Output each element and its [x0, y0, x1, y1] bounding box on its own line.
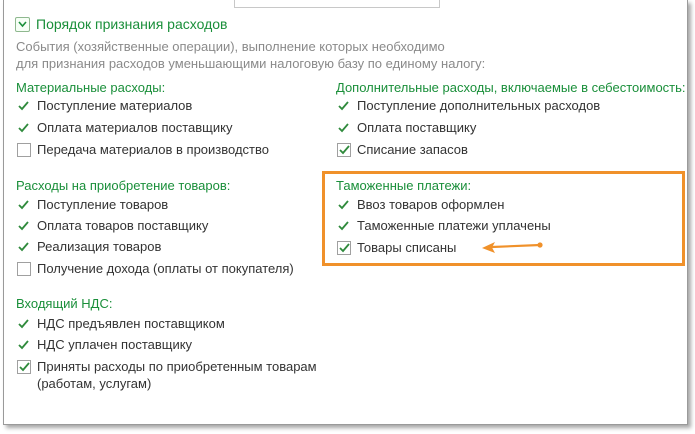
checkmark-icon: [17, 99, 30, 112]
option-label: Реализация товаров: [37, 239, 162, 254]
section-hint-line2: для признания расходов уменьшающими налоговую базу по единому налогу:: [16, 56, 486, 71]
checkbox-checked[interactable]: [337, 143, 351, 157]
top-input-edge: [234, 0, 440, 8]
option-label: Оплата поставщику: [357, 120, 477, 135]
option-label: Передача материалов в производство: [37, 142, 269, 157]
option-label: Таможенные платежи уплачены: [357, 218, 551, 233]
checkmark-icon: [17, 121, 30, 134]
checkbox-empty[interactable]: [17, 262, 31, 276]
checkmark-icon: [339, 145, 350, 155]
checkmark-icon: [337, 121, 350, 134]
checkmark-icon: [339, 243, 350, 253]
checkmark-icon: [17, 317, 30, 330]
chevron-down-icon: [18, 21, 27, 28]
group-title-material: Материальные расходы:: [16, 80, 166, 95]
group-title-additional: Дополнительные расходы, включаемые в себестоимость:: [336, 80, 686, 95]
checkmark-icon: [17, 338, 30, 351]
checkmark-icon: [337, 99, 350, 112]
checkbox-empty[interactable]: [17, 143, 31, 157]
checkmark-icon: [17, 198, 30, 211]
option-label: НДС уплачен поставщику: [37, 337, 193, 352]
checkbox-checked[interactable]: [337, 241, 351, 255]
checkmark-icon: [17, 219, 30, 232]
arrow-left-icon: [480, 240, 546, 256]
checkbox-checked[interactable]: [17, 360, 31, 374]
checkmark-icon: [337, 219, 350, 232]
checkmark-icon: [19, 362, 30, 372]
collapse-button[interactable]: [15, 17, 30, 32]
option-label: Оплата товаров поставщику: [37, 218, 209, 233]
option-label: Поступление дополнительных расходов: [357, 98, 601, 113]
option-label: Списание запасов: [357, 142, 468, 157]
option-label: Поступление товаров: [37, 197, 169, 212]
section-title[interactable]: Порядок признания расходов: [36, 16, 228, 32]
option-label: Ввоз товаров оформлен: [357, 197, 505, 212]
option-label-line2: (работам, услугам): [37, 376, 152, 391]
group-title-vat: Входящий НДС:: [16, 296, 113, 311]
option-label: Оплата материалов поставщику: [37, 120, 233, 135]
option-label: Получение дохода (оплаты от покупателя): [37, 261, 294, 276]
option-label: НДС предъявлен поставщиком: [37, 316, 225, 331]
checkmark-icon: [17, 240, 30, 253]
checkmark-icon: [337, 198, 350, 211]
option-label: Поступление материалов: [37, 98, 193, 113]
option-label: Товары списаны: [357, 240, 457, 255]
group-title-customs: Таможенные платежи:: [336, 178, 472, 193]
group-title-goods: Расходы на приобретение товаров:: [16, 178, 231, 193]
section-hint-line1: События (хозяйственные операции), выполнение которых необходимо: [16, 39, 445, 54]
option-label: Приняты расходы по приобретенным товарам: [37, 359, 317, 374]
